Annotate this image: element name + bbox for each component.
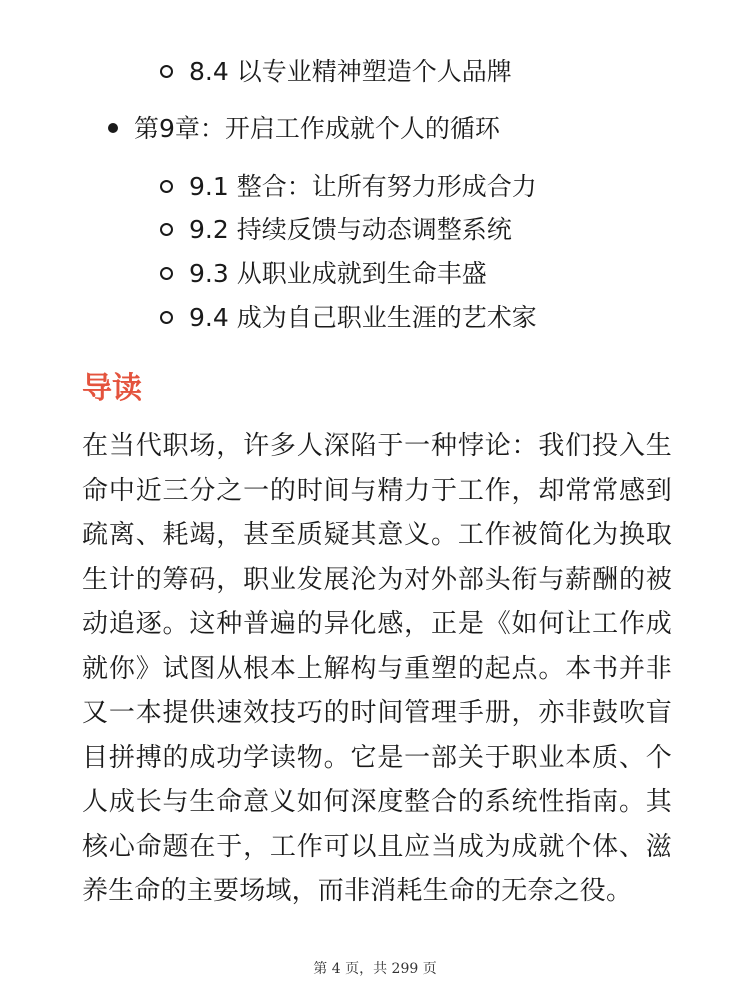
toc-item-label: 9.3 从职业成就到生命丰盛 xyxy=(189,259,487,288)
toc-item xyxy=(160,165,537,209)
toc-item xyxy=(160,208,512,252)
toc-item-label: 9.2 持续反馈与动态调整系统 xyxy=(189,215,512,244)
body-paragraph: 在当代职场，许多人深陷于一种悖论：我们投入生命中近三分之一的时间与精力于工作，却常常感到疏离、耗竭，甚至质疑其意义。工作被简化为换取生计的筹码，职业发展沦为对外部头衔与薪酬的被动追逐。这种普遍的异化感，正是《如何让工作成就你》试图从根本上解构与重塑的起点。本书并非又一本提供速效技巧的时间管理手册，亦非鼓吹盲目拼搏的成功学读物。它是一部关于职业本质、个人成长与生命意义如何深度整合的系统性指南。其核心命题在于，工作可以且应当成为成就个体、滋养生命的主要场域，而非消耗生命的无奈之役。 xyxy=(82,431,672,906)
toc-item xyxy=(160,296,537,340)
toc-item-label: 9.4 成为自己职业生涯的艺术家 xyxy=(189,303,537,332)
hollow-bullet-icon xyxy=(160,267,173,280)
hollow-bullet-icon xyxy=(160,311,173,324)
page-number-footer: 第 4 页，共 299 页 xyxy=(313,961,437,977)
toc-item-label: 9.1 整合：让所有努力形成合力 xyxy=(189,172,537,201)
toc-chapter xyxy=(108,107,500,151)
toc-item xyxy=(160,252,487,296)
section-heading: 导读 xyxy=(82,371,142,406)
hollow-bullet-icon xyxy=(160,223,173,236)
toc-item-label: 8.4 以专业精神塑造个人品牌 xyxy=(189,57,512,86)
solid-bullet-icon xyxy=(108,123,118,133)
toc-item xyxy=(160,50,512,94)
hollow-bullet-icon xyxy=(160,180,173,193)
toc-chapter-label: 第9章：开启工作成就个人的循环 xyxy=(134,114,500,143)
hollow-bullet-icon xyxy=(160,65,173,78)
